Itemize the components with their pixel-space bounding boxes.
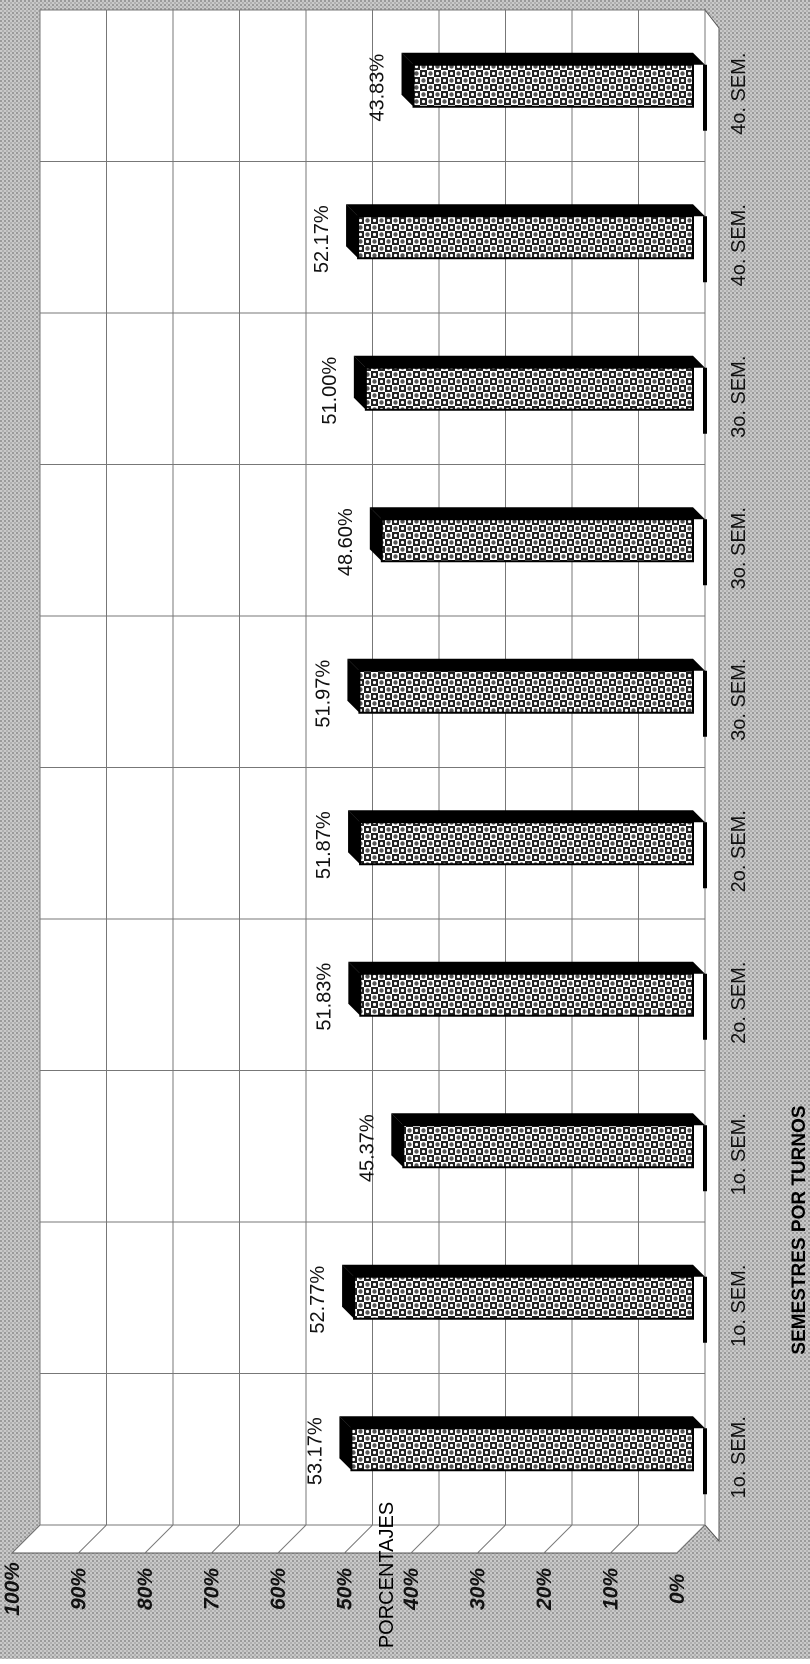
- data-label: 51.87%: [313, 811, 336, 880]
- category-label: 4o. SEM.: [728, 204, 750, 287]
- bar: [366, 368, 693, 410]
- category-label: 3o. SEM.: [728, 507, 750, 590]
- category-label: 2o. SEM.: [728, 810, 750, 893]
- bar: [358, 216, 693, 258]
- data-label: 48.60%: [334, 508, 357, 577]
- tick-label: 80%: [134, 1567, 157, 1611]
- tick-label: 10%: [599, 1567, 623, 1611]
- side-wall: [705, 10, 719, 1541]
- bar: [382, 519, 693, 561]
- data-label: 52.17%: [311, 205, 334, 274]
- tick-label: 40%: [400, 1567, 423, 1611]
- bar-top: [402, 53, 705, 65]
- tick-label: 90%: [67, 1567, 91, 1611]
- category-label: 1o. SEM.: [728, 1113, 750, 1196]
- tick-label: 60%: [267, 1567, 290, 1611]
- bar-top: [370, 507, 705, 519]
- bar-top: [348, 810, 705, 822]
- tick-label: 0%: [666, 1573, 689, 1605]
- bar-top: [348, 962, 705, 974]
- category-label: 2o. SEM.: [728, 961, 750, 1044]
- data-label: 51.00%: [318, 356, 341, 425]
- bar-top: [342, 1265, 705, 1277]
- tick-label: 20%: [533, 1567, 556, 1611]
- category-label: 1o. SEM.: [728, 1264, 750, 1347]
- data-label: 43.83%: [366, 53, 389, 122]
- y-axis-title: PORCENTAJES: [376, 1501, 398, 1649]
- bar-top: [391, 1113, 705, 1125]
- category-label: 4o. SEM.: [728, 52, 750, 135]
- tick-label: 50%: [333, 1567, 357, 1611]
- data-label: 51.83%: [313, 962, 336, 1031]
- data-label: 51.97%: [312, 659, 335, 728]
- bar-top: [354, 356, 705, 368]
- x-axis-title: SEMESTRES POR TURNOS: [789, 1105, 810, 1355]
- tick-label: 70%: [200, 1567, 224, 1611]
- tick-label: 100%: [1, 1562, 24, 1616]
- bar: [414, 65, 693, 107]
- bar-top: [346, 204, 705, 216]
- category-label: 3o. SEM.: [728, 658, 750, 741]
- category-label: 3o. SEM.: [728, 355, 750, 438]
- bar: [360, 974, 693, 1016]
- category-label: 1o. SEM.: [728, 1416, 750, 1499]
- bar: [351, 1428, 693, 1470]
- data-label: 52.77%: [307, 1265, 330, 1334]
- data-label: 53.17%: [304, 1417, 327, 1486]
- bar: [403, 1125, 693, 1167]
- bar: [359, 671, 693, 713]
- tick-label: 30%: [466, 1567, 490, 1611]
- data-label: 45.37%: [356, 1114, 379, 1183]
- bar-top: [339, 1416, 705, 1428]
- bar-top: [347, 659, 705, 671]
- bar: [354, 1277, 693, 1319]
- bar: [360, 822, 693, 864]
